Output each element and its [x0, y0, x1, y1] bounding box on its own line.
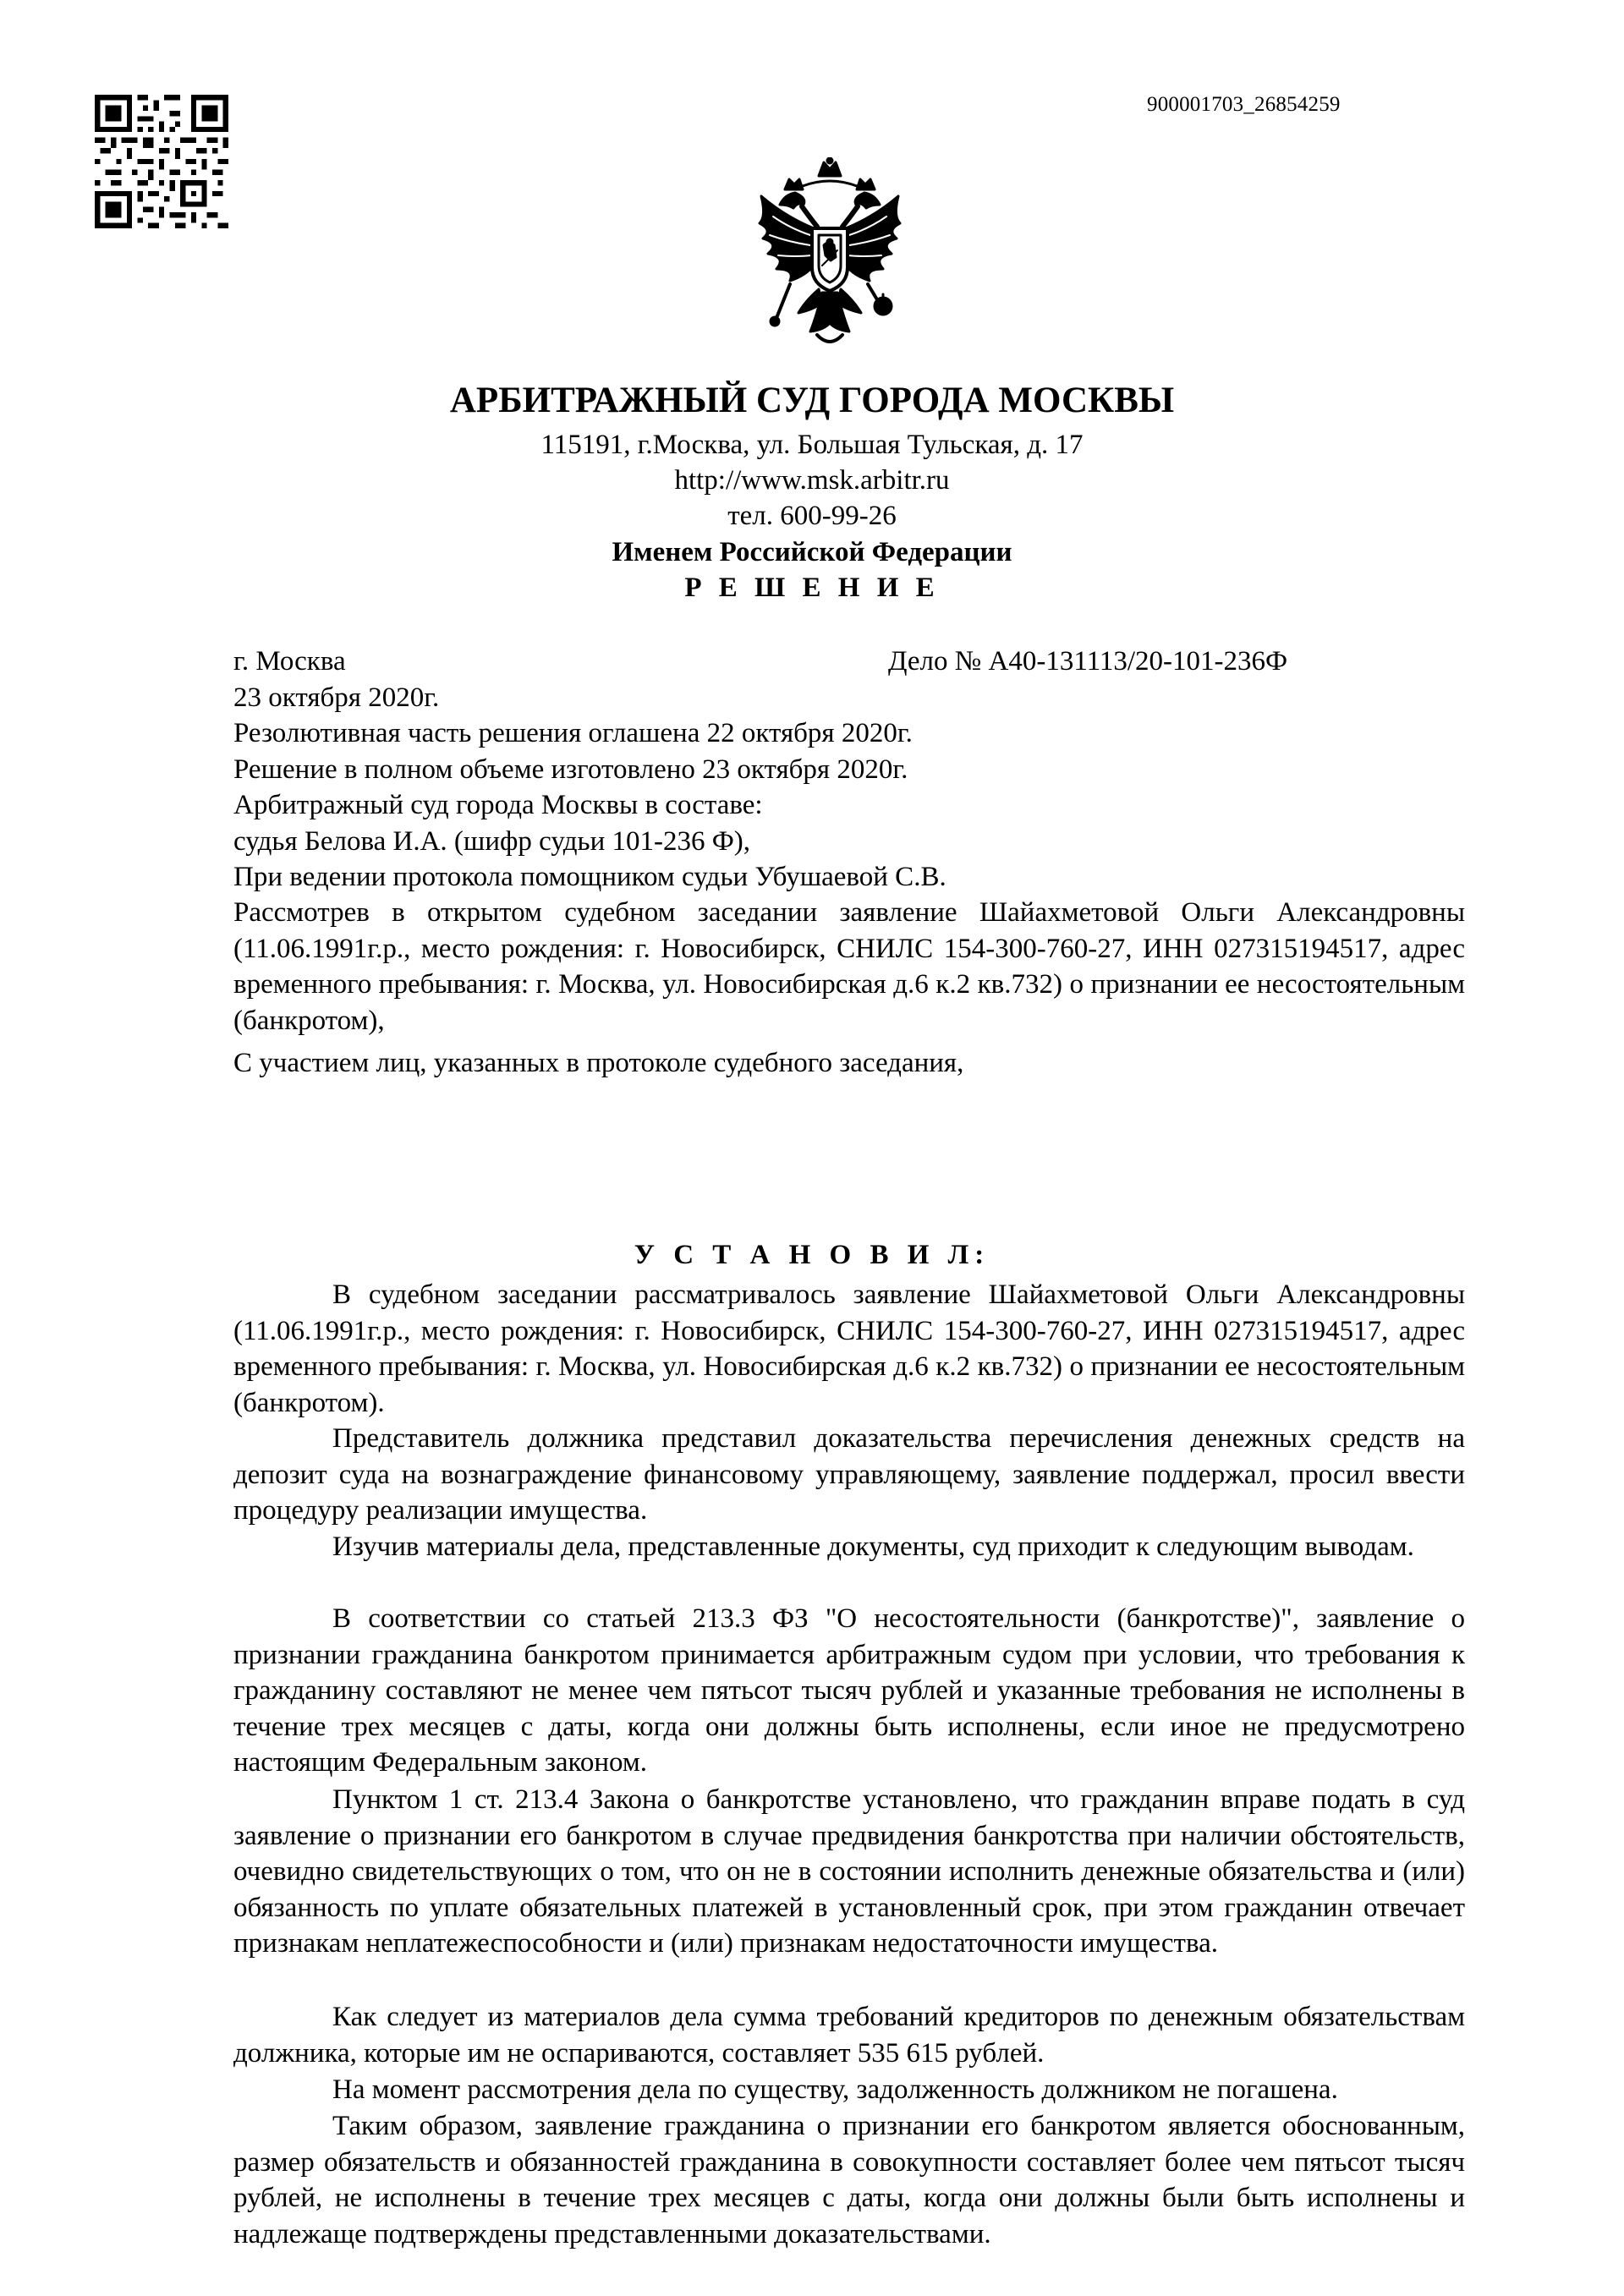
russian-coat-of-arms-icon — [751, 157, 908, 348]
case-number: Дело № А40-131113/20-101-236Ф — [888, 646, 1288, 677]
court-composition: Арбитражный суд города Москвы в составе: — [233, 790, 763, 820]
body-paragraph: В судебном заседании рассматривалось заявление Шайахметовой Ольги Александровны (11.06.1991г.р., место рождения: г. Новосибирск, СНИЛС 154-300-760-27, ИНН 027315194517, адрес временного пребывания: г. Москва, ул. Новосибирская д.6 к.2 кв.732) о признании ее несостоятельным (банкротом). — [233, 1280, 1465, 1418]
body-paragraph: На момент рассмотрения дела по существу, задолженность должником не погашена. — [332, 2074, 1338, 2105]
decision-title: Р Е Ш Е Н И Е — [684, 573, 940, 603]
body-paragraph: Пунктом 1 ст. 213.4 Закона о банкротстве установлено, что гражданин вправе подать в суд заявление о признании его банкротом в случае предвидения банкротства при наличии обстоятельств, очевидно свидетельствующих о том, что он не в состоянии исполнить денежные обязательства и (или) обязанность по уплате обязательных платежей в установленный срок, при этом гражданин отвечает признакам неплатежеспособности и (или) признакам недостаточности имущества. — [233, 1784, 1465, 1959]
body-paragraph: Как следует из материалов дела сумма требований кредиторов по денежным обязательствам должника, которые им не оспариваются, составляет 535 615 рублей. — [233, 2002, 1465, 2069]
body-paragraph: Представитель должника представил доказательства перечисления денежных средств на депозит суда на вознаграждение финансовому управляющему, заявление поддержал, просил ввести процедуру реализации имущества. — [233, 1423, 1465, 1526]
judge-line: судья Белова И.А. (шифр судьи 101-236 Ф), — [233, 826, 751, 857]
operative-part-line: Резолютивная часть решения оглашена 22 октября 2020г. — [233, 718, 913, 748]
court-title: АРБИТРАЖНЫЙ СУД ГОРОДА МОСКВЫ — [449, 381, 1175, 420]
court-phone: тел. 600-99-26 — [727, 501, 897, 531]
court-address: 115191, г.Москва, ул. Большая Тульская, д. 17 — [540, 430, 1084, 460]
body-paragraph: В соответствии со статьей 213.3 ФЗ "О несостоятельности (банкротстве)", заявление о признании гражданина банкротом принимается арбитражным судом при условии, что требования к гражданину составляют не менее чем пятьсот тысяч рублей и указанные требования не исполнены в течение трех месяцев с даты, когда они должны быть исполнены, если иное не предусмотрено настоящим Федеральным законом. — [233, 1603, 1465, 1778]
established-heading: У С Т А Н О В И Л: — [634, 1240, 990, 1270]
considering-paragraph: Рассмотрев в открытом судебном заседании заявление Шайахметовой Ольги Александровны (11.06.1991г.р., место рождения: г. Новосибирск, СНИЛС 154-300-760-27, ИНН 027315194517, адрес временного пребывания: г. Москва, ул. Новосибирская д.6 к.2 кв.732) о признании ее несостоятельным (банкротом), — [233, 897, 1465, 1036]
full-text-line: Решение в полном объеме изготовлено 23 октября 2020г. — [233, 754, 908, 785]
body-paragraph: Изучив материалы дела, представленные документы, суд приходит к следующим выводам. — [332, 1532, 1414, 1562]
document-id: 900001703_26854259 — [1147, 93, 1341, 116]
decision-date: 23 октября 2020г. — [233, 682, 440, 713]
participants-line: С участием лиц, указанных в протоколе судебного заседания, — [233, 1048, 964, 1078]
city: г. Москва — [233, 646, 346, 677]
in-the-name-heading: Именем Российской Федерации — [612, 537, 1012, 567]
qr-code-icon — [95, 95, 228, 228]
body-paragraph: Таким образом, заявление гражданина о признании его банкротом является обоснованным, размер обязательств и обязанностей гражданина в совокупности составляет более чем пятьсот тысяч рублей, не исполнены в течение трех месяцев с даты, когда они должны были быть исполнены и надлежаще подтверждены представленными доказательствами. — [233, 2111, 1465, 2249]
secretary-line: При ведении протокола помощником судьи Убушаевой С.В. — [233, 862, 946, 892]
court-website[interactable]: http://www.msk.arbitr.ru — [674, 465, 950, 496]
